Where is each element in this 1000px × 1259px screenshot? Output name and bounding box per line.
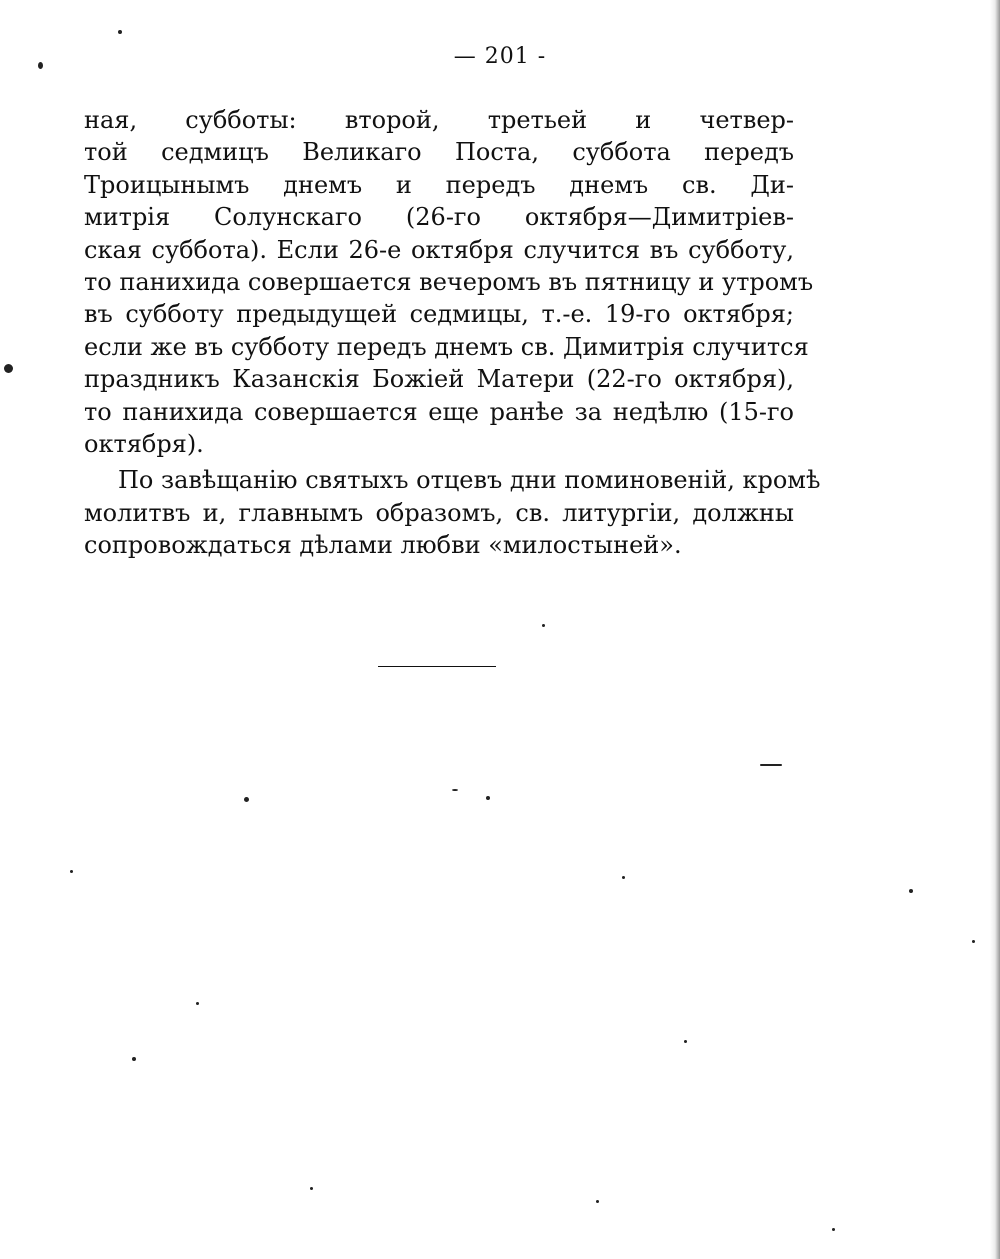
page-number: — 201 -: [453, 44, 547, 69]
speck: [760, 764, 782, 766]
section-divider-rule: [378, 666, 496, 667]
paragraph-1-line-7: въ субботу предыдущей седмицы, т.-е. 19-го октября;: [84, 300, 794, 329]
speck: [909, 889, 913, 893]
speck: [38, 62, 43, 69]
speck: [310, 1187, 313, 1190]
paragraph-2: [84, 464, 821, 561]
speck: [118, 30, 122, 34]
paragraph-1-line-9: праздникъ Казанскія Божіей Матери (22-го октября),: [84, 365, 794, 394]
paragraph-1-line-10: то панихида совершается еще ранѣе за недѣлю (15-го: [84, 397, 794, 426]
speck: [70, 870, 73, 873]
speck: [486, 796, 490, 800]
page-edge-shadow: [990, 0, 1000, 1259]
speck: [622, 876, 625, 879]
paragraph-1-line-3: Троицынымъ днемъ и передъ днемъ св. Ди-: [84, 170, 794, 199]
speck: [4, 364, 13, 373]
paragraph-1-line-2: той седмицъ Великаго Поста, суббота передъ: [84, 138, 794, 167]
speck: [244, 797, 249, 802]
paragraph-2-line-3: сопровождаться дѣлами любви «милостыней».: [84, 531, 682, 560]
speck: [596, 1200, 599, 1203]
speck: [972, 940, 975, 943]
speck: [832, 1228, 835, 1231]
paragraph-1-line-4: митрія Солунскаго (26-го октября—Димитріев-: [84, 203, 794, 232]
paragraph-1-line-11: октября).: [84, 430, 204, 459]
speck: [452, 789, 458, 791]
speck: [196, 1002, 199, 1005]
speck: [132, 1057, 136, 1061]
paragraph-1-line-5: ская суббота). Если 26-е октября случится въ субботу,: [84, 235, 794, 264]
body-text: [84, 104, 821, 562]
paragraph-2-line-2: молитвъ и, главнымъ образомъ, св. литургіи, должны: [84, 498, 794, 527]
speck: [684, 1040, 687, 1043]
paragraph-1-line-6: то панихида совершается вечеромъ въ пятницу и утромъ: [84, 268, 814, 297]
paragraph-2-line-1: По завѣщанію святыхъ отцевъ дни поминовеній, кромѣ: [118, 466, 821, 495]
speck: [542, 624, 545, 627]
paragraph-1-line-1: ная, субботы: второй, третьей и четвер-: [84, 106, 794, 134]
paragraph-1: [84, 104, 814, 460]
paragraph-1-line-8: если же въ субботу передъ днемъ св. Димитрія случится: [84, 332, 809, 361]
